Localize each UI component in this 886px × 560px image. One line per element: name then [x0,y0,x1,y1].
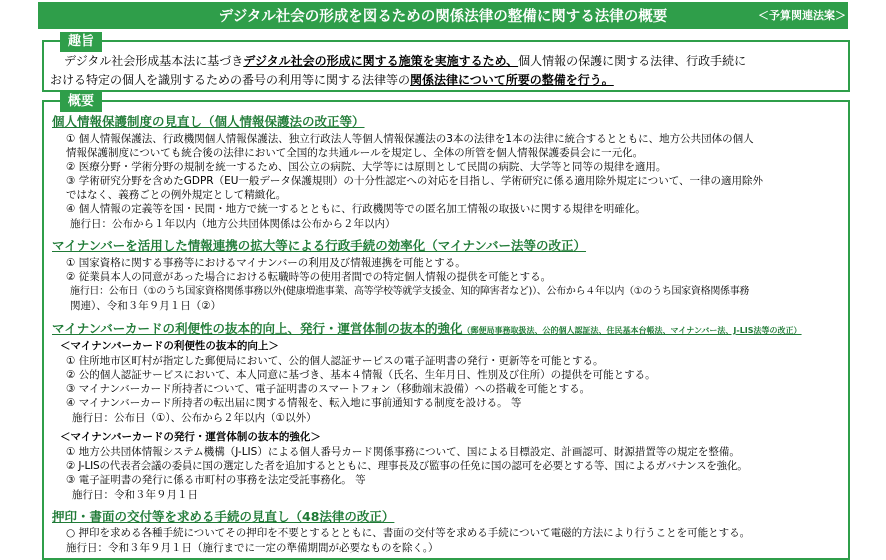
sec4-line: ○ 押印を求める各種手続についてその押印を不要とするとともに、書面の交付等を求める手続について電磁的方法により行うことを可能とする。 [66,527,751,539]
sec1-line: ではなく、義務ごとの例外規定として精緻化。 [66,189,287,201]
summary-text: デジタル社会形成基本法に基づきデジタル社会の形成に関する施策を実施するため、個人情報の保護に関する法律、行政手続に おける特定の個人を識別するための番号の利用等に関する法律等の関係法律について所要の整備を行う。 [50,54,747,87]
sec2-line: ② 従業員本人の同意があった場合における転職時等の使用者間での特定個人情報の提供を可能とする。 [66,271,552,283]
sec3-line: ③ 電子証明書の発行に係る市町村の事務を法定受託事務化。 等 [66,474,366,486]
sec1-line: 情報保護制度についても統合後の法律において全国的な共通ルールを規定し、全体の所管を個人情報保護委員会に一元化。 [66,147,644,159]
sec2-line: ① 国家資格に関する事務等におけるマイナンバーの利用及び情報連携を可能とする。 [66,257,466,269]
sec1-line: ② 医療分野・学術分野の規制を統一するため、国公立の病院、大学等には原則として民間の病院、大学等と同等の規律を適用。 [66,161,667,173]
sec3-line: ② J-LISの代表者会議の委員に国の選定した者を追加するとともに、理事長及び監事の任免に国の認可を必要とする等、国によるガバナンスを強化。 [66,460,748,472]
sec1-line: ① 個人情報保護法、行政機関個人情報保護法、独立行政法人等個人情報保護法の3本の法律を1本の法律に統合するとともに、地方公共団体の個人 [66,133,754,145]
sec3-line: ③ マイナンバーカード所持者について、電子証明書のスマートフォン（移動端末設備）への搭載を可能とする。 [66,383,591,395]
sec2-effective-date-cont: 関連）、令和３年９月１日（②） [70,300,222,312]
sec3-line: ② 公的個人認証サービスにおいて、本人同意に基づき、基本４情報（氏名、生年月日、性別及び住所）の提供を可能とする。 [66,369,656,381]
sec1-line: ④ 個人情報の定義等を国・民間・地方で統一するとともに、行政機関等での匿名加工情報の取扱いに関する規律を明確化。 [66,203,646,215]
sec3-effective-date-1: 施行日：公布日（①）、公布から２年以内（①以外） [72,412,317,424]
sec3-effective-date-2: 施行日：令和３年９月１日 [72,489,198,501]
summary-label: 趣旨 [60,32,102,52]
sec3-subheading-2: ＜マイナンバーカードの発行・運営体制の抜本的強化＞ [60,431,321,443]
sec1-line: ③ 学術研究分野を含めたGDPR（EU一般データ保護規則）の十分性認定への対応を目指し、学術研究に係る適用除外規定について、一律の適用除外 [66,175,763,187]
section-3-title: マイナンバーカードの利便性の抜本的向上、発行・運営体制の抜本的強化（郵便局事務取扱法、公的個人認証法、住民基本台帳法、マイナンバー法、J-LIS法等の改正） [52,321,802,336]
section-2-title: マイナンバーを活用した情報連携の拡大等による行政手続の効率化（マイナンバー法等の改正） [52,238,587,253]
sec4-effective-date: 施行日：令和３年９月１日（施行までに一定の準備期間が必要なものを除く。） [66,542,439,554]
summary-box [42,40,850,92]
budget-related-tag: ＜予算関連法案＞ [758,9,846,22]
sec2-effective-date: 施行日：公布日（①のうち国家資格関係事務以外(健康増進事業、高等学校等就学支援金、知的障害者など)）、公布から４年以内（①のうち国家資格関係事務 [70,286,750,297]
overview-label: 概要 [60,92,102,112]
sec3-line: ① 住所地市区町村が指定した郵便局において、公的個人認証サービスの電子証明書の発行・更新等を可能とする。 [66,355,604,367]
sec1-effective-date: 施行日：公布から１年以内（地方公共団体関係は公布から２年以内） [70,218,396,230]
section-4-title: 押印・書面の交付等を求める手続の見直し（48法律の改正） [52,509,395,524]
sec3-line: ④ マイナンバーカード所持者の転出届に関する情報を、転入地に事前通知する制度を設ける。 等 [66,397,522,409]
section-1-title: 個人情報保護制度の見直し（個人情報保護法の改正等） [52,114,365,129]
document-title: デジタル社会の形成を図るための関係法律の整備に関する法律の概要 [218,9,668,25]
sec3-subheading-1: ＜マイナンバーカードの利便性の抜本的向上＞ [60,340,279,352]
sec3-line: ① 地方公共団体情報システム機構（J-LIS）による個人番号カード関係事務について、国による目標設定、計画認可、財源措置等の規定を整備。 [66,446,740,458]
document-header [38,2,848,29]
